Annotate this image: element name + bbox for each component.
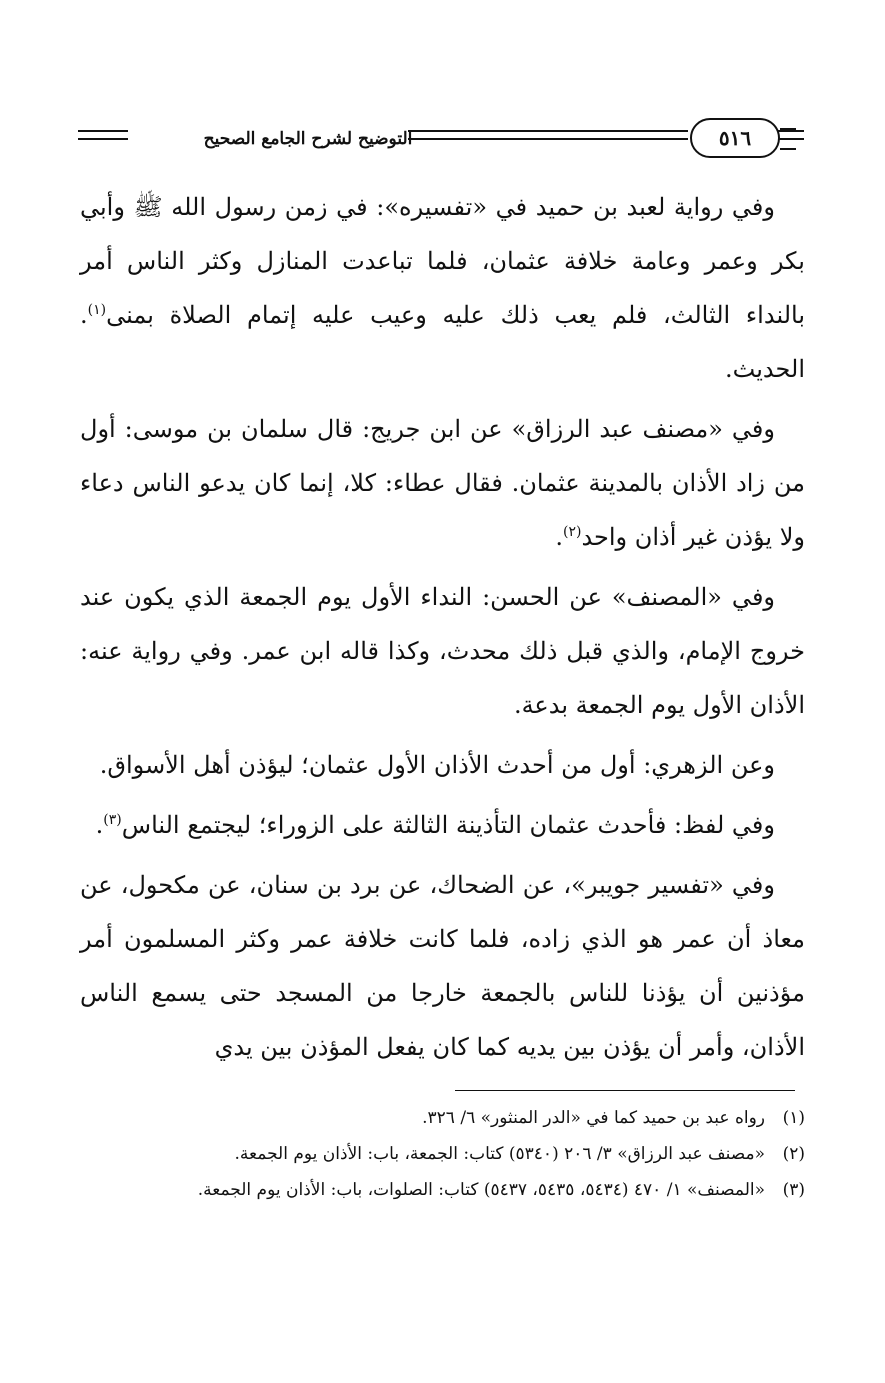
footnote-separator — [455, 1090, 795, 1091]
footnote-mark: (٢) — [782, 1144, 805, 1164]
paragraph: وفي لفظ: فأحدث عثمان التأذينة الثالثة على الزوراء؛ ليجتمع الناس$^{(٣)}$. — [95, 811, 775, 839]
page-header — [78, 118, 804, 160]
footnote-ref: (٣) — [103, 812, 122, 828]
footnote — [80, 1172, 805, 1208]
footnote-text: «المصنف» ١/ ٤٧٠ (٥٤٣٤، ٥٤٣٥، ٥٤٣٧) كتاب: الصلوات، باب: الأذان يوم الجمعة. — [197, 1180, 765, 1200]
paragraph: وعن الزهري: أول من أحدث الأذان الأول عثمان؛ ليؤذن أهل الأسواق. — [99, 751, 775, 779]
running-title: التوضيح لشرح الجامع الصحيح — [138, 124, 478, 154]
paragraph: وفي رواية لعبد بن حميد في «تفسيره»: في زمن رسول الله ﷺ وأبي بكر وعمر وعامة خلافة عثمان، فلما تباعدت المنازل وكثر الناس أمر بالنداء الثالث، فلم يعب ذلك عليه وعيب عليه إتمام الصلاة بمنى$^{(١)}$. الحديث. — [80, 193, 805, 383]
paragraph: وفي «المصنف» عن الحسن: النداء الأول يوم الجمعة الذي يكون عند خروج الإمام، والذي قبل ذلك محدث، وكذا قاله ابن عمر. وفي رواية عنه: الأذان الأول يوم الجمعة بدعة. — [80, 583, 805, 719]
header-rule-middle — [408, 130, 688, 140]
paragraph: وفي «تفسير جويبر»، عن الضحاك، عن برد بن سنان، عن مكحول، عن معاذ أن عمر هو الذي زاده، فلما كانت خلافة عمر وكثر المسلمون أمر مؤذنين أن يؤذنا للناس بالجمعة خارجا من المسجد حتى يسمع الناس الأذان، وأمر أن يؤذن بين يديه كما كان يفعل المؤذن بين يدي — [80, 871, 805, 1061]
footnote-mark: (١) — [782, 1108, 805, 1128]
footnote-ref: (٢) — [562, 524, 582, 540]
footnote — [80, 1136, 805, 1172]
footnotes — [80, 1100, 805, 1208]
footnote-text: «مصنف عبد الرزاق» ٣/ ٢٠٦ (٥٣٤٠) كتاب: الجمعة، باب: الأذان يوم الجمعة. — [234, 1144, 765, 1164]
page-number: ٥١٦ — [690, 118, 780, 158]
footnote-text: رواه عبد بن حميد كما في «الدر المنثور» ٦/ ٣٢٦. — [422, 1108, 765, 1128]
footnote-ref: (١) — [87, 302, 107, 318]
footnote — [80, 1100, 805, 1136]
main-text — [80, 180, 805, 1080]
footnote-mark: (٣) — [782, 1180, 805, 1200]
header-rule-right — [778, 130, 804, 140]
paragraph: وفي «مصنف عبد الرزاق» عن ابن جريج: قال سلمان بن موسى: أول من زاد الأذان بالمدينة عثمان. فقال عطاء: كلا، إنما كان يدعو الناس دعاء ولا يؤذن غير أذان واحد$^{(٢)}$. — [80, 415, 805, 551]
header-rule-left — [78, 130, 128, 140]
